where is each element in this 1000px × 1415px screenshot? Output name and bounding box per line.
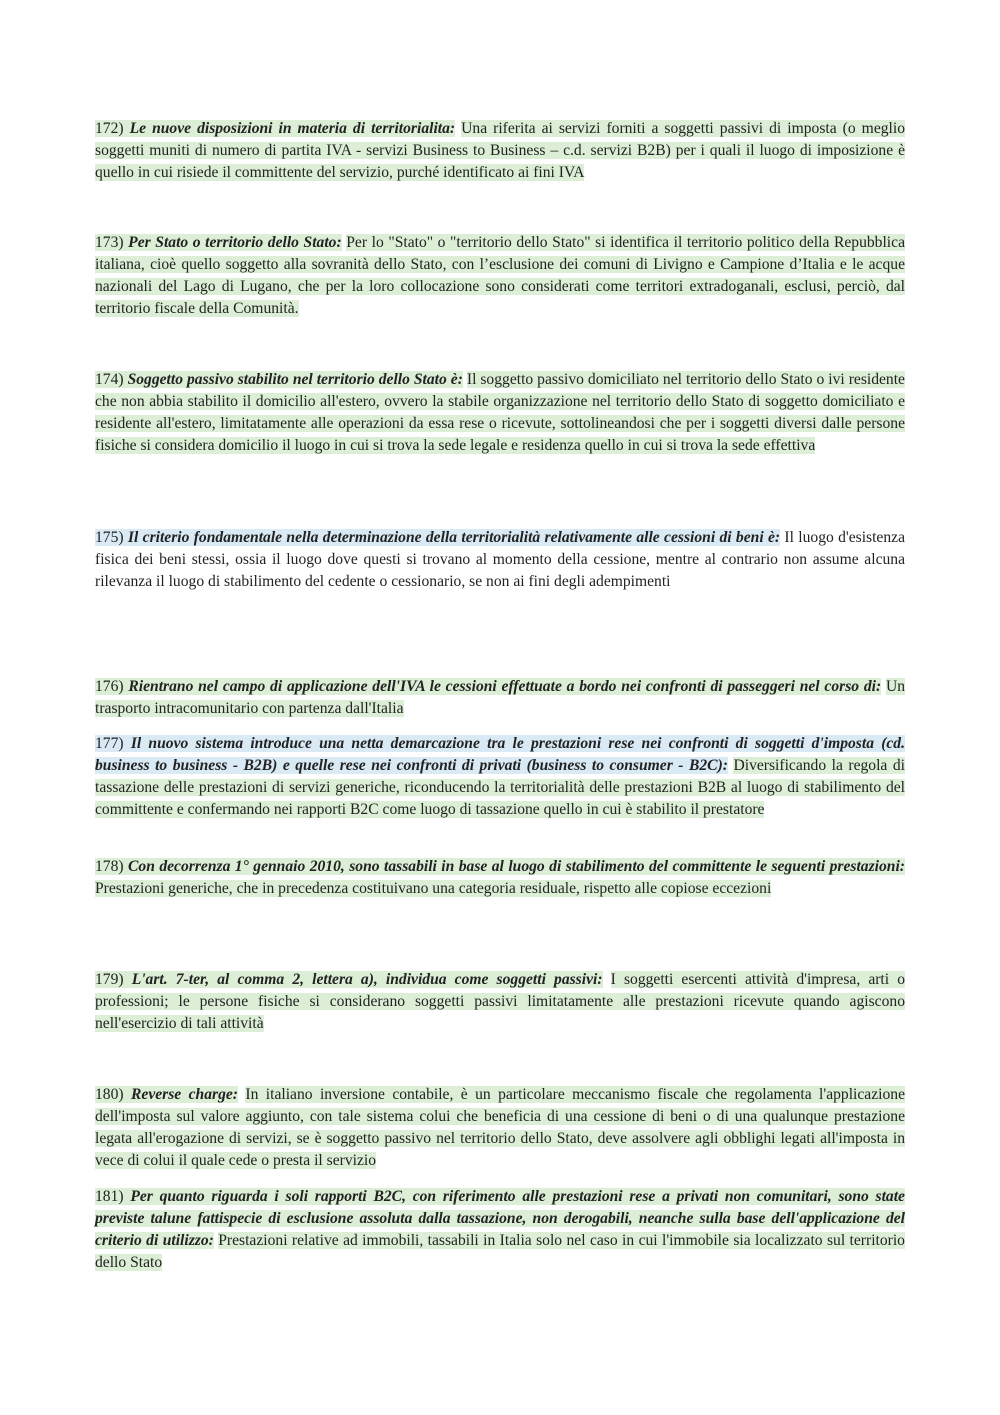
quiz-item-172	[95, 118, 905, 184]
quiz-item-176	[95, 676, 905, 720]
answer-text: Una riferita ai servizi forniti a soggetti passivi di imposta (o meglio soggetti muniti di numero di partita IVA - servizi Business to Business – c.d. servizi B2B) per i quali il luogo di imposizione è quello in cui risiede il committente del servizio, purché identificato ai fini IVA	[95, 120, 905, 181]
item-number: 179)	[95, 971, 124, 988]
question-text: L'art. 7-ter, al comma 2, lettera a), individua come soggetti passivi:	[131, 971, 603, 988]
quiz-item-178	[95, 856, 905, 900]
question-highlight	[95, 971, 603, 988]
answer-text: In italiano inversione contabile, è un particolare meccanismo fiscale che regolamenta l'applicazione dell'imposta sul valore aggiunto, con tale sistema colui che beneficia di una cessione di beni o di una qualunque prestazione legata all'erogazione di servizi, se è soggetto passivo nel territorio dello Stato, deve assolvere agli obblighi legati all'imposta in vece di colui il quale cede o presta il servizio	[95, 1086, 905, 1169]
question-text: Soggetto passivo stabilito nel territorio dello Stato è:	[127, 371, 463, 388]
answer-text: Un trasporto intracomunitario con partenza dall'Italia	[95, 678, 905, 717]
item-number: 174)	[95, 371, 124, 388]
item-number: 176)	[95, 678, 124, 695]
answer-text: Prestazioni relative ad immobili, tassabili in Italia solo nel caso in cui l'immobile sia localizzato sul territorio dello Stato	[95, 1232, 905, 1271]
question-text: Reverse charge:	[131, 1086, 238, 1103]
quiz-item-179	[95, 969, 905, 1035]
item-number: 175)	[95, 529, 124, 546]
question-text: Le nuove disposizioni in materia di territorialita:	[129, 120, 456, 137]
answer-text: Il soggetto passivo domiciliato nel territorio dello Stato o ivi residente che non abbia stabilito il domicilio all'estero, ovvero la stabile organizzazione nel territorio dello Stato di soggetto domiciliato e residente all'estero, limitatamente alle operazioni da essa rese o ricevute, sottolineandosi che per i soggetti diversi dalle persone fisiche si considera domicilio il luogo in cui si trova la sede legale e residenza quello in cui si trova la sede effettiva	[95, 371, 905, 454]
item-number: 173)	[95, 234, 124, 251]
question-text: Il nuovo sistema introduce una netta demarcazione tra le prestazioni rese nei confronti di soggetti d'imposta (cd. business to business - B2B) e quelle rese nei confronti di privati (business to consumer - B2C):	[95, 735, 906, 774]
quiz-item-175	[95, 527, 905, 593]
answer-text: Diversificando la regola di tassazione delle prestazioni di servizi generiche, riconducendo la territorialità delle prestazioni B2B al luogo di stabilimento del committente e confermando nei rapporti B2C come luogo di tassazione quello in cui è stabilito il prestatore	[95, 757, 905, 818]
question-text: Rientrano nel campo di applicazione dell'IVA le cessioni effettuate a bordo nei confronti di passeggeri nel corso di:	[128, 678, 882, 695]
item-number: 177)	[95, 735, 124, 752]
question-highlight	[95, 234, 342, 251]
quiz-item-180	[95, 1084, 905, 1172]
item-number: 181)	[95, 1188, 124, 1205]
question-highlight	[95, 1086, 238, 1103]
item-number: 172)	[95, 120, 124, 137]
question-highlight	[95, 120, 455, 137]
quiz-item-177	[95, 733, 905, 821]
question-text: Il criterio fondamentale nella determinazione della territorialità relativamente alle cessioni di beni è:	[127, 529, 781, 546]
quiz-item-181	[95, 1186, 905, 1274]
quiz-item-173	[95, 232, 905, 320]
question-highlight	[95, 678, 881, 695]
answer-text: Prestazioni generiche, che in precedenza costituivano una categoria residuale, rispetto alle copiose eccezioni	[95, 880, 772, 897]
question-text: Per quanto riguarda i soli rapporti B2C, con riferimento alle prestazioni rese a privati non comunitari, sono state previste talune fattispecie di esclusione assoluta dalla tassazione, non derogabili, neanche sulla base dell'applicazione del criterio di utilizzo:	[95, 1188, 905, 1249]
question-highlight	[95, 371, 463, 388]
answer-text: Per lo "Stato" o "territorio dello Stato" si identifica il territorio politico della Repubblica italiana, cioè quello soggetto alla sovranità dello Stato, con l’esclusione dei comuni di Livigno e Campione d’Italia e le acque nazionali del Lago di Lugano, che per la loro collocazione sono considerati come territori extradoganali, esclusi, perciò, dal territorio fiscale della Comunità.	[95, 234, 905, 317]
question-highlight	[95, 858, 905, 875]
answer-text: I soggetti esercenti attività d'impresa, arti o professioni; le persone fisiche si considerano soggetti passivi limitatamente alle prestazioni ricevute quando agiscono nell'esercizio di tali attività	[95, 971, 905, 1032]
question-text: Con decorrenza 1° gennaio 2010, sono tassabili in base al luogo di stabilimento del committente le seguenti prestazioni:	[128, 858, 905, 875]
question-text: Per Stato o territorio dello Stato:	[128, 234, 342, 251]
question-highlight	[95, 529, 780, 546]
item-number: 180)	[95, 1086, 124, 1103]
item-number: 178)	[95, 858, 124, 875]
quiz-item-174	[95, 369, 905, 457]
answer-text: Il luogo d'esistenza fisica dei beni stessi, ossia il luogo dove questi si trovano al momento della cessione, mentre al contrario non assume alcuna rilevanza il luogo di stabilimento del cedente o cessionario, se non ai fini degli adempimenti	[95, 529, 905, 590]
